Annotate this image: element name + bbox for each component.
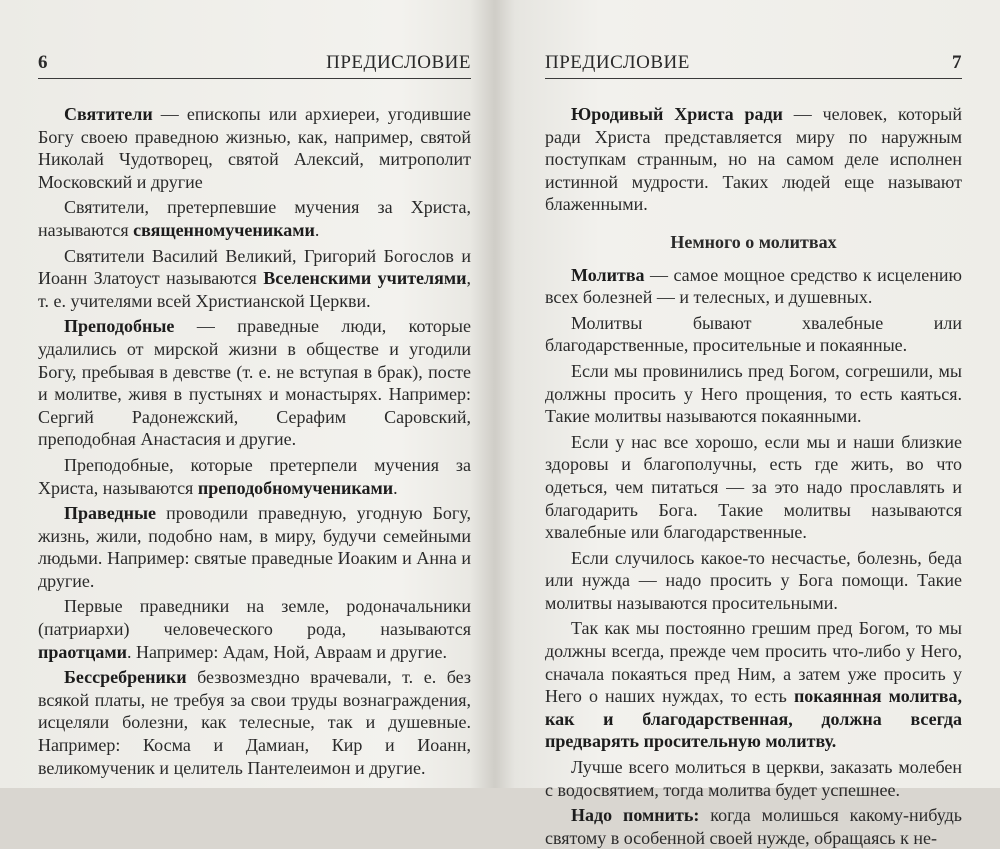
right-page-text [545, 103, 962, 849]
paragraph [38, 196, 471, 241]
running-head: ПРЕДИСЛОВИЕ [545, 52, 690, 73]
paragraph [38, 502, 471, 592]
paragraph-text: Так как мы постоянно грешим пред Богом, то мы должны всегда, прежде чем просить что-либо у Него, сначала покаяться пред Ним, а затем уже просить у Него о наших нуждах, то есть [545, 618, 962, 707]
left-page-header [38, 48, 471, 79]
paragraph-text: безвозмездно врачевали, т. е. без всякой платы, не требуя за свои труды вознаграждения, исцеляли болезни, как телесные, так и душевные. Например: Косма и Дамиан, Кир и Иоанн, великомученик и целитель Пантелеимон и другие. [38, 667, 471, 778]
term: Вселенскими учителями [263, 268, 467, 289]
paragraph-text: Преподобные, которые претерпели мучения за Христа, называются [38, 454, 471, 498]
paragraph-text: — человек, который ради Христа представляется миру по наружным поступкам странным, но на самом деле исполнен истинной мудрости. Таких людей еще называют блаженными. [545, 104, 962, 215]
paragraph-text: проводили праведную, угодную Богу, жизнь, жили, подобно нам, в миру, будучи семейными людьми. Например: святые праведные Иоаким и Анна и другие. [38, 503, 471, 591]
paragraph [545, 617, 962, 753]
left-page [0, 0, 497, 788]
paragraph-text: Первые праведники на земле, родоначальники (патриархи) человеческого рода, называются [38, 596, 471, 640]
paragraph-text: — праведные люди, которые удалились от мирской жизни в обществе и угодили Богу, пребывая в девстве (т. е. не вступая в брак), посте и молитве, живя в пустынях и монастырях. Например: Сергий Радонежский, Серафим Саровский, преподобная Анастасия и другие. [38, 316, 471, 450]
paragraph [38, 315, 471, 451]
running-head: ПРЕДИСЛОВИЕ [326, 52, 471, 73]
paragraph: Молитвы бывают хвалебные или благодарственные, просительные и покаянные. [545, 312, 962, 356]
paragraph-text: . [393, 477, 398, 498]
section-subheading: Немного о молитвах [670, 231, 837, 252]
term: преподобномучениками [197, 477, 394, 498]
term: Бессребреники [64, 667, 187, 688]
paragraph [38, 245, 471, 313]
paragraph: Если у нас все хорошо, если мы и наши близкие здоровы и благополучны, есть где жить, во что одеться, чем питаться — за это надо прославлять и благодарить Бога. Такие молитвы называются хвалебные или благодарственные. [545, 431, 962, 543]
paragraph: Если случилось какое-то несчастье, болезнь, беда или нужда — надо просить у Бога помощи. Такие молитвы называются просительными. [545, 547, 962, 613]
paragraph [38, 454, 471, 499]
term: Святители [64, 104, 153, 124]
paragraph [545, 804, 962, 849]
paragraph [38, 595, 471, 663]
paragraph [38, 666, 471, 779]
paragraph-text: Святители, претерпевшие мучения за Христа, называются [38, 197, 471, 240]
paragraph-text: когда молишься какому-нибудь святому в особенной своей нужде, обращаясь к не- [545, 805, 962, 848]
term: Юродивый Христа ради [571, 104, 783, 124]
page-number: 6 [38, 52, 48, 73]
emphasis: покаянная молитва, как и благодарственная, должна всегда предварять просительную молитву. [545, 686, 962, 752]
left-page-text [38, 103, 471, 779]
term: Праведные [64, 503, 157, 524]
right-page [503, 0, 1000, 848]
paragraph: Лучше всего молиться в церкви, заказать молебен с водосвятием, тогда молитва будет успешнее. [545, 757, 962, 800]
right-page-header [545, 48, 962, 79]
term: Молитва [571, 264, 645, 285]
term: Преподобные [64, 316, 175, 337]
paragraph: Если мы провинились пред Богом, согрешили, мы должны просить у Него прощения, то есть каяться. Такие молитвы называются покаянными. [545, 360, 962, 427]
term: праотцами [38, 641, 127, 662]
term: Надо помнить: [571, 805, 700, 826]
paragraph-text: . [314, 219, 320, 240]
paragraph [38, 103, 471, 193]
paragraph-text: — епископы или архиереи, угодившие Богу своею праведною жизнью, как, например, святой Николай Чудотворец, святой Алексий, митрополит Московский и другие [38, 104, 471, 192]
paragraph [545, 103, 962, 216]
paragraph-text: . Например: Адам, Ной, Авраам и другие. [127, 641, 447, 662]
paragraph-text: , т. е. учителями всей Христианской Церкви. [38, 268, 471, 311]
page-number: 7 [952, 52, 962, 73]
paragraph [545, 264, 962, 309]
paragraph-text: Святители Василий Великий, Григорий Богослов и Иоанн Златоуст называются [38, 245, 471, 289]
term: священномучениками [133, 219, 315, 240]
paragraph-text: — самое мощное средство к исцелению всех болезней — и телесных, и душевных. [545, 264, 962, 308]
